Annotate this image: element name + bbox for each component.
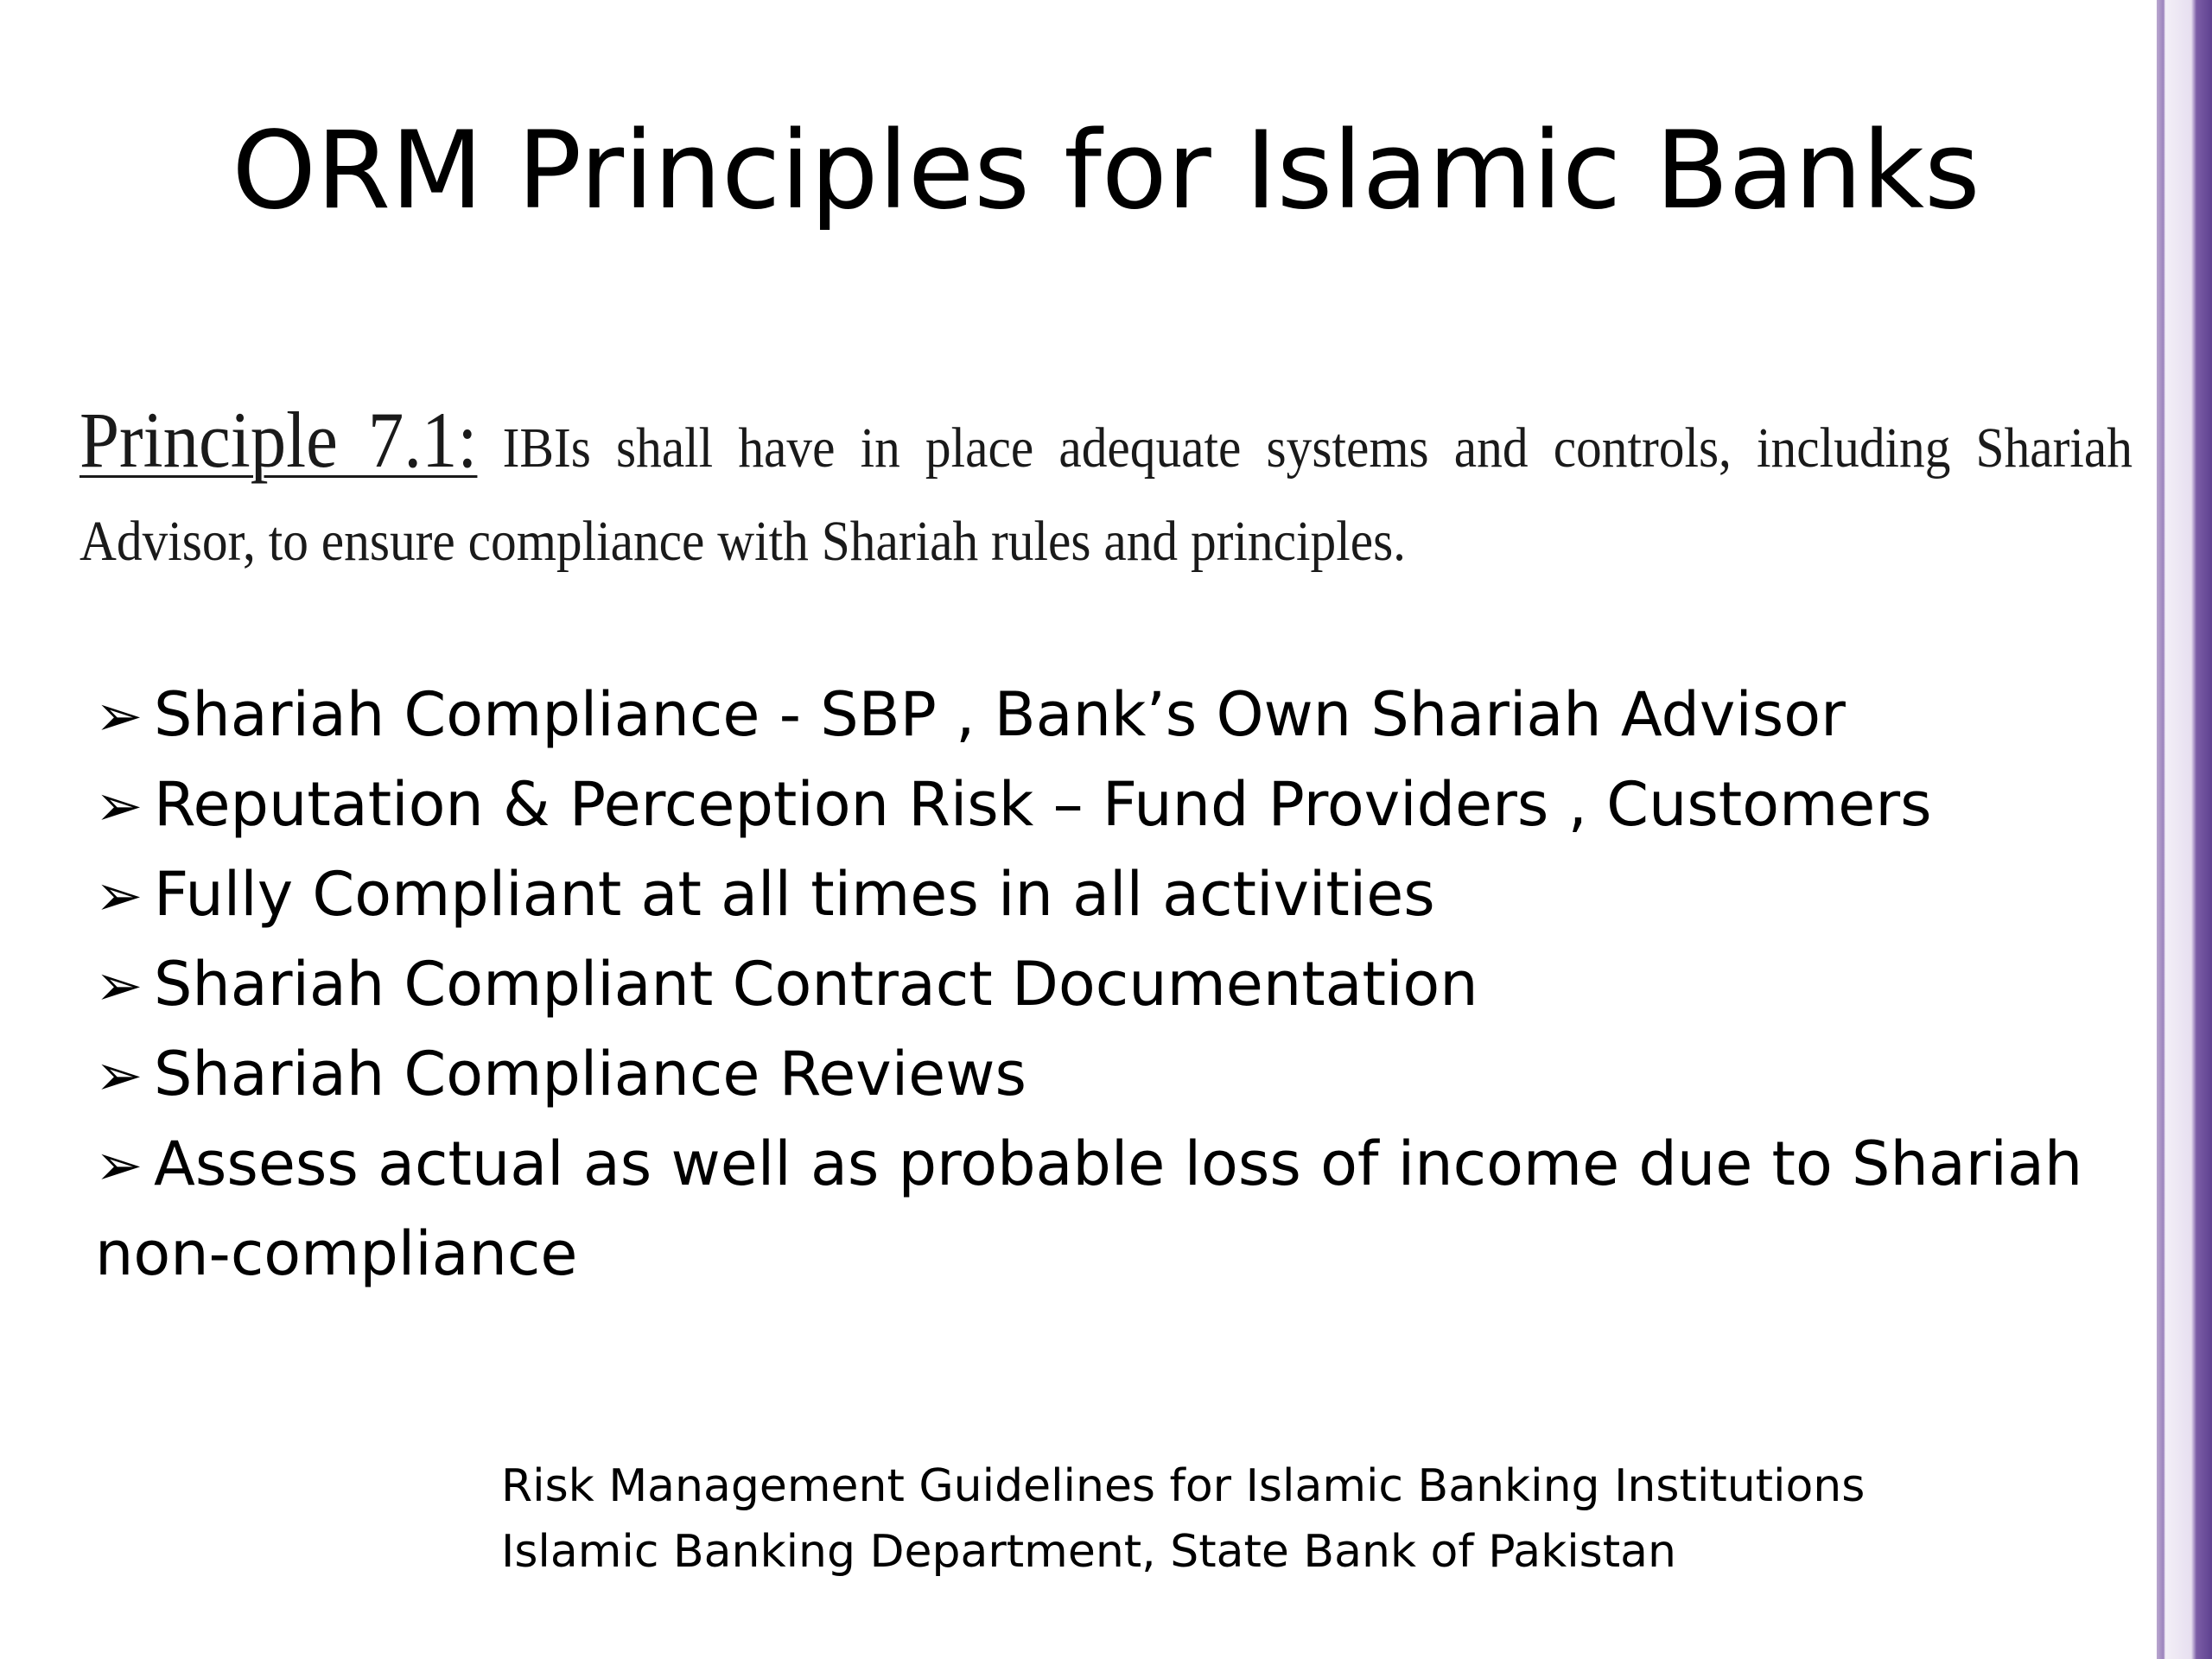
bullet-item xyxy=(95,760,2134,850)
bullet-text: Fully Compliant at all times in all activities xyxy=(154,859,1435,930)
bullet-text: Reputation & Perception Risk – Fund Providers , Customers xyxy=(154,769,1932,840)
principle-text: IBIs shall have in place adequate systems and controls, including Shariah Advisor, to ensure compliance with Shariah rules and principles. xyxy=(79,416,2133,573)
bullet-text: Shariah Compliance Reviews xyxy=(154,1039,1027,1109)
bullet-item xyxy=(95,850,2134,940)
arrow-bullet-icon: ➢ xyxy=(95,1042,143,1109)
arrow-bullet-icon: ➢ xyxy=(95,862,143,929)
slide-title: ORM Principles for Islamic Banks xyxy=(232,109,1980,233)
bullet-item xyxy=(95,1120,2134,1298)
footer-line-2: Islamic Banking Department, State Bank of Pakistan xyxy=(501,1526,1676,1578)
footer-line-1: Risk Management Guidelines for Islamic Banking Institutions xyxy=(501,1460,1866,1512)
bullet-list xyxy=(95,671,2134,1298)
arrow-bullet-icon: ➢ xyxy=(95,952,143,1019)
bullet-item xyxy=(95,1030,2134,1120)
bullet-item xyxy=(95,671,2134,760)
principle-paragraph xyxy=(79,393,2133,588)
bullet-text: Assess actual as well as probable loss of income due to Shariah non-compliance xyxy=(95,1128,2083,1289)
arrow-bullet-icon: ➢ xyxy=(95,772,143,839)
bullet-item xyxy=(95,940,2134,1030)
principle-label: Principle 7.1: xyxy=(79,396,478,484)
arrow-bullet-icon: ➢ xyxy=(95,1132,143,1198)
bullet-text: Shariah Compliance - SBP , Bank’s Own Shariah Advisor xyxy=(154,679,1846,750)
source-footer xyxy=(501,1453,1865,1585)
arrow-bullet-icon: ➢ xyxy=(95,683,143,749)
bullet-text: Shariah Compliant Contract Documentation xyxy=(154,949,1478,1020)
decorative-side-bar xyxy=(2157,0,2212,1659)
